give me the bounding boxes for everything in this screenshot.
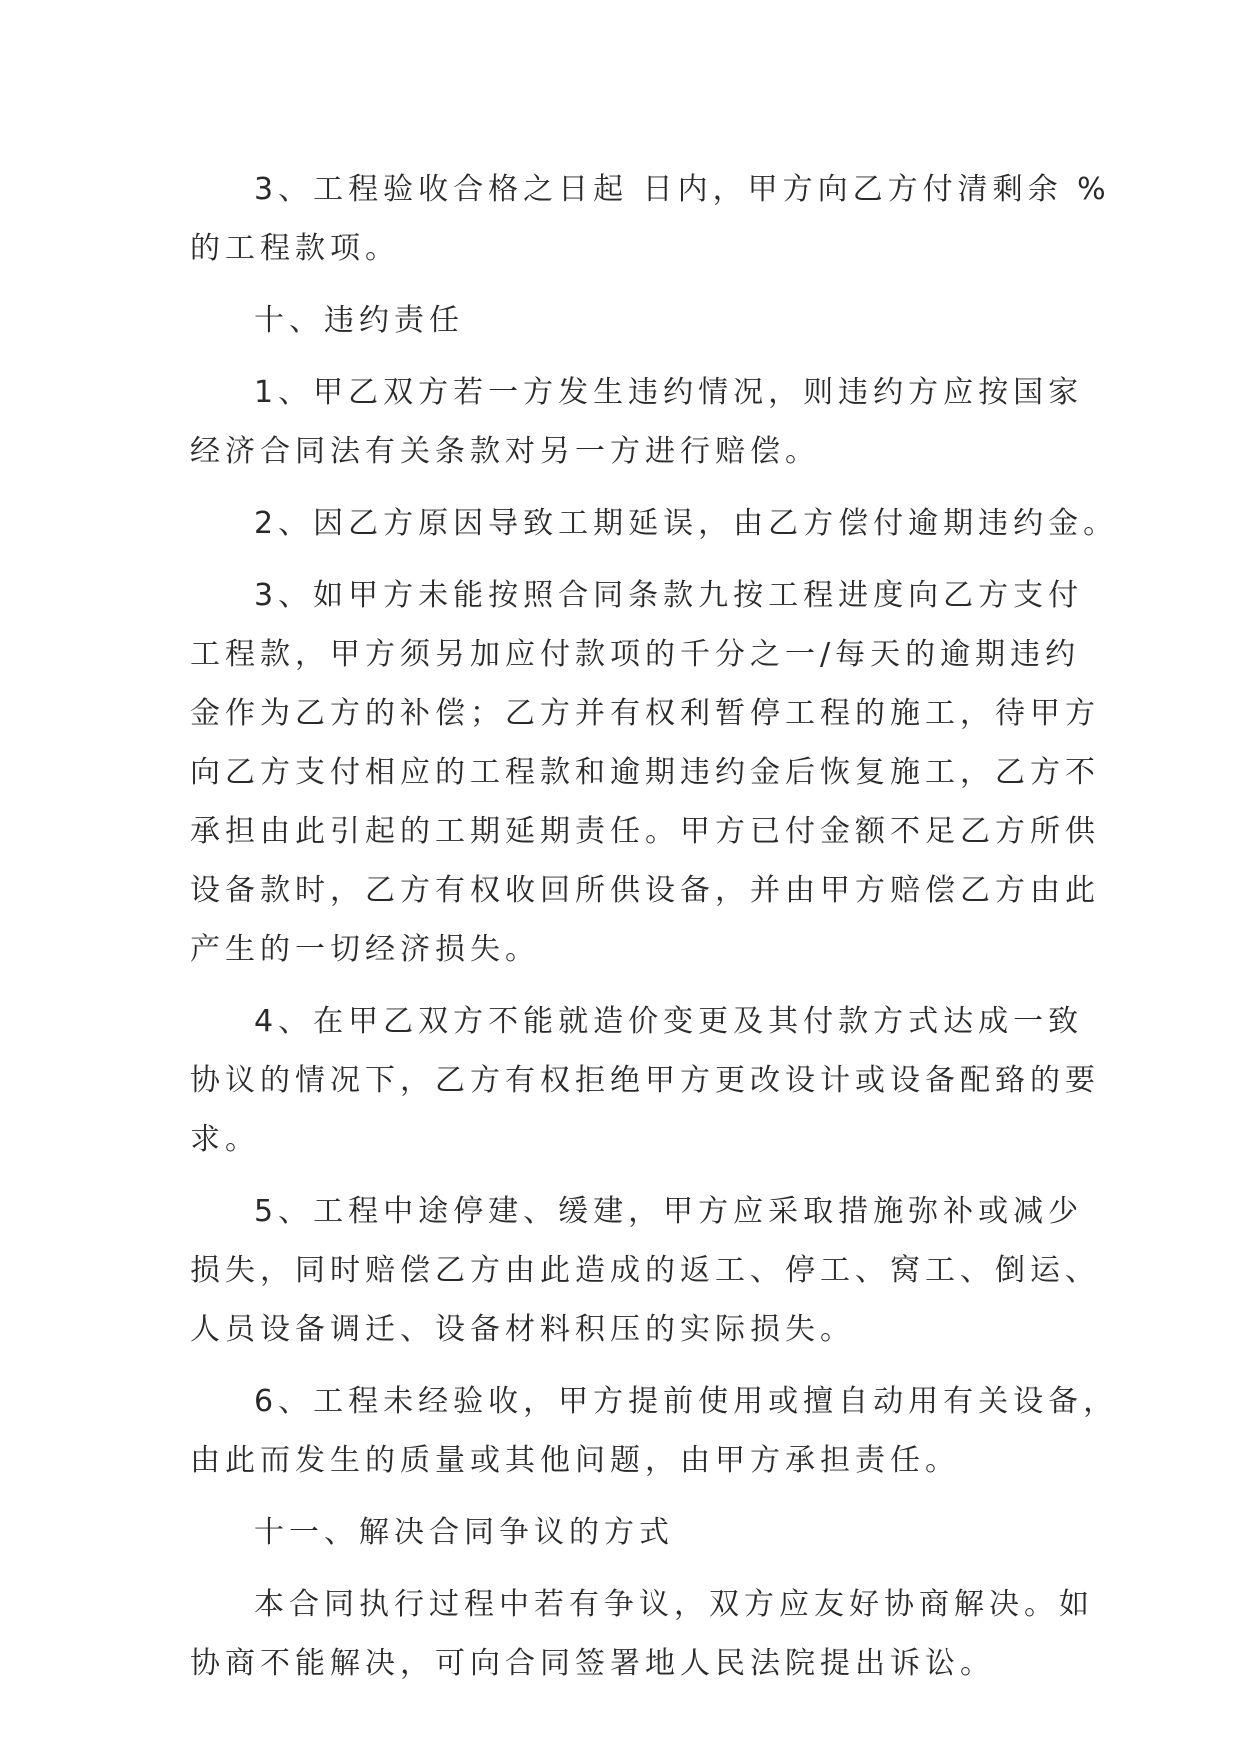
text-line: 协商不能解决，可向合同签署地人民法院提出诉讼。: [190, 1646, 995, 1681]
clause-10-5-paragraph: [190, 1182, 1100, 1359]
text-line: 5、工程中途停建、缓建，甲方应采取措施弥补或减少: [254, 1194, 1084, 1229]
clause-10-1-paragraph: [190, 363, 1084, 481]
text-line: 6、工程未经验收，甲方提前使用或擅自动用有关设备，: [254, 1384, 1119, 1419]
text-line: 3、工程验收合格之日起 日内，甲方向乙方付清剩余 %: [254, 172, 1111, 207]
text-line: 承担由此引起的工期延期责任。甲方已付金额不足乙方所供: [190, 814, 1100, 849]
text-line: 十、违约责任: [254, 303, 464, 338]
text-line: 由此而发生的质量或其他问题，由甲方承担责任。: [190, 1443, 960, 1478]
text-line: 向乙方支付相应的工程款和逾期违约金后恢复施工，乙方不: [190, 755, 1100, 790]
text-line: 2、因乙方原因导致工期延误，由乙方偿付逾期违约金。: [254, 506, 1119, 541]
document-body: [190, 160, 1119, 1706]
text-line: 金作为乙方的补偿；乙方并有权利暂停工程的施工，待甲方: [190, 696, 1100, 731]
clause-11-paragraph: [190, 1575, 1094, 1693]
clause-9-3-paragraph: [190, 160, 1111, 278]
text-line: 经济合同法有关条款对另一方进行赔偿。: [190, 434, 820, 469]
clause-10-3-paragraph: [190, 566, 1100, 979]
text-line: 损失，同时赔偿乙方由此造成的返工、停工、窝工、倒运、: [190, 1253, 1100, 1288]
clause-10-4-paragraph: [190, 992, 1100, 1169]
text-line: 的工程款项。: [190, 231, 400, 266]
text-line: 4、在甲乙双方不能就造价变更及其付款方式达成一致: [254, 1004, 1084, 1039]
section-heading-dispute-resolution: [190, 1503, 1070, 1562]
text-line: 协议的情况下，乙方有权拒绝甲方更改设计或设备配臵的要: [190, 1063, 1100, 1098]
text-line: 十一、解决合同争议的方式: [254, 1515, 674, 1550]
clause-10-2-paragraph: [190, 494, 1119, 553]
text-line: 人员设备调迁、设备材料积压的实际损失。: [190, 1312, 855, 1347]
text-line: 1、甲乙双方若一方发生违约情况，则违约方应按国家: [254, 375, 1084, 410]
text-line: 本合同执行过程中若有争议，双方应友好协商解决。如: [254, 1587, 1094, 1622]
text-line: 求。: [190, 1122, 260, 1157]
text-line: 产生的一切经济损失。: [190, 932, 540, 967]
text-line: 3、如甲方未能按照合同条款九按工程进度向乙方支付: [254, 578, 1084, 613]
text-line: 工程款，甲方须另加应付款项的千分之一/每天的逾期违约: [190, 637, 1081, 672]
text-line: 设备款时，乙方有权收回所供设备，并由甲方赔偿乙方由此: [190, 873, 1100, 908]
clause-10-6-paragraph: [190, 1372, 1119, 1490]
section-heading-liability: [190, 291, 1070, 350]
